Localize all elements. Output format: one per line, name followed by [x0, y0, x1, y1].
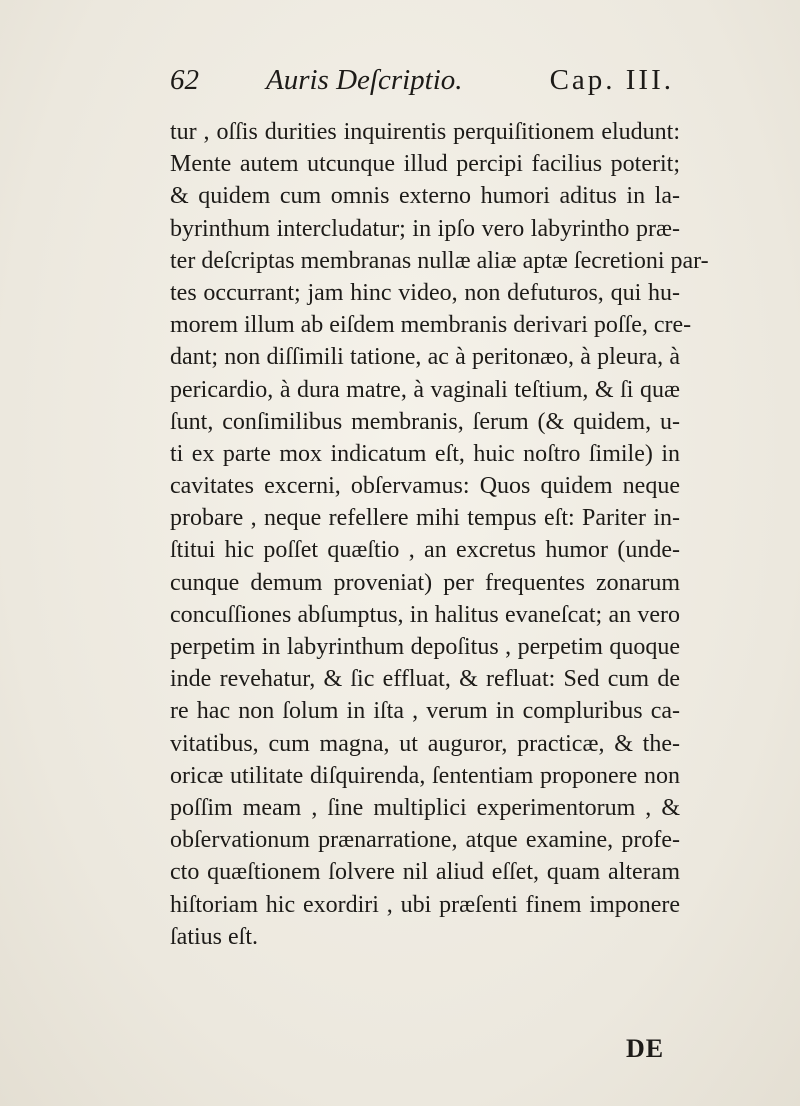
text-line: oricæ utilitate diſquirenda, ſententiam proponere non: [170, 762, 680, 789]
text-line: re hac non ſolum in iſta , verum in compluribus ca-: [170, 698, 680, 725]
page-number: 62: [170, 64, 199, 96]
catchword: DE: [626, 1034, 665, 1063]
text-line: concuſſiones abſumptus, in halitus evaneſcat; an vero: [170, 601, 680, 628]
text-line: inde revehatur, & ſic effluat, & refluat: Sed cum de: [170, 666, 680, 693]
chapter-label: Cap. III.: [549, 64, 674, 96]
text-line: cavitates excerni, obſervamus: Quos quidem neque: [170, 473, 680, 500]
text-line: ſunt, conſimilibus membranis, ſerum (& quidem, u-: [170, 408, 680, 435]
text-line: obſervationum prænarratione, atque examine, profe-: [170, 827, 680, 854]
text-line: & quidem cum omnis externo humori aditus in la-: [170, 183, 680, 210]
text-line: vitatibus, cum magna, ut auguror, practicæ, & the-: [170, 730, 680, 757]
text-line: byrinthum intercludatur; in ipſo vero labyrintho præ-: [170, 215, 680, 242]
text-line: tes occurrant; jam hinc video, non defuturos, qui hu-: [170, 279, 680, 306]
text-line: ſtitui hic poſſet quæſtio , an excretus humor (unde-: [170, 537, 680, 564]
text-line: hiſtoriam hic exordiri , ubi præſenti finem imponere: [170, 891, 680, 918]
page-header: [170, 64, 674, 104]
text-line: probare , neque refellere mihi tempus eſt: Pariter in-: [170, 505, 680, 532]
running-title: Auris Deſcriptio.: [266, 64, 463, 96]
text-line: Mente autem utcunque illud percipi facilius poterit;: [170, 151, 680, 178]
text-line: dant; non diſſimili tatione, ac à peritonæo, à pleura, à: [170, 344, 680, 371]
text-line: tur , oſſis durities inquirentis perquiſitionem eludunt:: [170, 119, 680, 145]
text-line: ter deſcriptas membranas nullæ aliæ aptæ ſecretioni par-: [170, 247, 709, 274]
text-line: ti ex parte mox indicatum eſt, huic noſtro ſimile) in: [170, 440, 680, 467]
text-line: morem illum ab eiſdem membranis derivari poſſe, cre-: [170, 312, 692, 339]
text-line: cunque demum proveniat) per frequentes zonarum: [170, 569, 680, 596]
text-line: perpetim in labyrinthum depoſitus , perpetim quoque: [170, 634, 680, 660]
text-line: cto quæſtionem ſolvere nil aliud eſſet, quam alteram: [170, 859, 680, 886]
text-line: ſatius eſt.: [170, 923, 258, 950]
text-line: poſſim meam , ſine multiplici experimentorum , &: [170, 794, 680, 821]
body-text: [170, 116, 709, 953]
text-line: pericardio, à dura matre, à vaginali teſtium, & ſi quæ: [170, 376, 680, 403]
